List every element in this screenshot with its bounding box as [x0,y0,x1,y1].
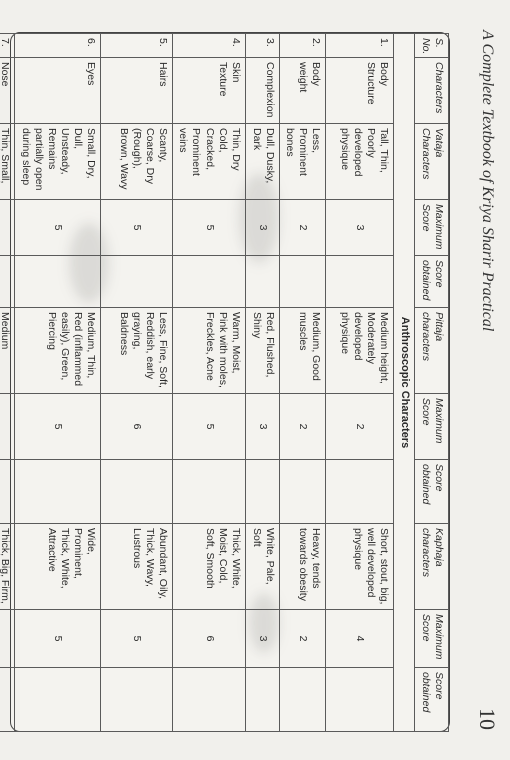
section-row [394,34,415,732]
vata-max-score [0,200,15,256]
character-name: Nose [0,58,15,124]
table-row [0,34,15,732]
kapha-max-score: 2 [279,610,325,668]
header-pittaja: Pittaja characters [415,308,449,394]
vataja-text: Thin, Dry Cold, Cracked, Prominent veins [173,124,246,200]
pitta-max-score: 3 [245,394,279,460]
pitta-score-obtained [245,460,279,524]
page-footer [472,30,502,730]
kapha-max-score [0,610,15,668]
row-number: 3. [245,34,279,58]
vata-score-obtained [173,256,246,308]
character-name: Complexion [245,58,279,124]
table-row [173,34,246,732]
pittaja-text: Medium, Thin, Red (inflammed easily), Green, Piercing [15,308,101,394]
vata-max-score: 5 [173,200,246,256]
pittaja-text: Medium, Good muscles [279,308,325,394]
row-number: 6. [15,34,101,58]
row-number: 5. [101,34,173,58]
vataja-text: Less, Prominent bones [279,124,325,200]
vataja-text: Small, Dry, Dull, Unsteady, Remains partially open during sleep [15,124,101,200]
table-row [326,34,394,732]
header-pitta-max: Maximum Score [415,394,449,460]
prakriti-table [0,33,449,732]
pitta-score-obtained [0,460,15,524]
character-name: Skin Texture [173,58,246,124]
kaphaja-text: Abundant, Oily, Thick, Wavy, Lustrous [101,524,173,610]
vata-score-obtained [245,256,279,308]
character-name: Eyes [15,58,101,124]
table-row [101,34,173,732]
header-vataja: Vataja Characters [415,124,449,200]
header-kaphaja: Kaphaja characters [415,524,449,610]
vata-score-obtained [101,256,173,308]
header-characters: Characters [415,58,449,124]
scan-smudge [69,223,109,303]
pitta-score-obtained [173,460,246,524]
kapha-score-obtained [173,668,246,732]
vata-max-score: 5 [15,200,101,256]
kapha-score-obtained [101,668,173,732]
pitta-max-score: 6 [101,394,173,460]
header-vata-max: Maximum Score [415,200,449,256]
pittaja-text: Warm, Moist, Pink with moles, Freckles, Acne [173,308,246,394]
pittaja-text: Less, Fine, Soft, Reddish, early graying, Baldness [101,308,173,394]
kaphaja-text: Short, stout, big, well developed physique [326,524,394,610]
character-name: Body weight [279,58,325,124]
kaphaja-text: Wide, Prominent, Thick, White, Attractive [15,524,101,610]
pitta-score-obtained [15,460,101,524]
kaphaja-text: Thick, Big, Firm, [0,524,15,610]
kapha-score-obtained [15,668,101,732]
header-sno: S. No. [415,34,449,58]
header-vata-obtained: Score obtained [415,256,449,308]
header-kapha-max: Maximum Score [415,610,449,668]
section-label: Anthroscopic Characters [394,34,415,732]
row-number: 2. [279,34,325,58]
page-number: 10 [475,708,500,730]
table-row [15,34,101,732]
pitta-max-score: 2 [326,394,394,460]
kaphaja-text: White, Pale, Soft [245,524,279,610]
header-kapha-obtained: Score obtained [415,668,449,732]
kapha-score-obtained [279,668,325,732]
vata-max-score: 3 [245,200,279,256]
vata-max-score: 3 [326,200,394,256]
vata-score-obtained [0,256,15,308]
row-number: 1. [326,34,394,58]
kapha-max-score: 5 [15,610,101,668]
scan-smudge [239,173,279,263]
vata-score-obtained [279,256,325,308]
character-name: Body Structure [326,58,394,124]
character-name: Hairs [101,58,173,124]
pitta-max-score: 2 [279,394,325,460]
pittaja-text: Red, Flushed, Shiny [245,308,279,394]
kapha-max-score: 4 [326,610,394,668]
pitta-max-score [0,394,15,460]
scan-smudge [249,593,279,653]
book-title: A Complete Textbook of Kriya Sharir Practical [479,30,496,332]
vataja-text: Scanty, Coarse, Dry (Rough), Brown, Wavy [101,124,173,200]
header-pitta-obtained: Score obtained [415,460,449,524]
kaphaja-text: Thick, White, Moist, Cold, Soft, Smooth [173,524,246,610]
pitta-score-obtained [279,460,325,524]
vataja-text: Thin, Small, [0,124,15,200]
pittaja-text: Medium height, Moderately developed physique [326,308,394,394]
kapha-max-score: 3 [245,610,279,668]
kapha-score-obtained [326,668,394,732]
vata-max-score: 2 [279,200,325,256]
vata-max-score: 5 [101,200,173,256]
vataja-text: Dull, Dusky, Dark [245,124,279,200]
kaphaja-text: Heavy, tends towards obesity [279,524,325,610]
pitta-max-score: 5 [173,394,246,460]
kapha-max-score: 6 [173,610,246,668]
vata-score-obtained [326,256,394,308]
pitta-score-obtained [326,460,394,524]
kapha-max-score: 5 [101,610,173,668]
kapha-score-obtained [0,668,15,732]
row-number: 7. [0,34,15,58]
table-row [279,34,325,732]
kapha-score-obtained [245,668,279,732]
prakriti-table-frame [0,32,450,732]
pitta-score-obtained [101,460,173,524]
pittaja-text: Medium [0,308,15,394]
pitta-max-score: 5 [15,394,101,460]
row-number: 4. [173,34,246,58]
header-row [415,34,449,732]
vataja-text: Tall, Thin, Poorly developed physique [326,124,394,200]
